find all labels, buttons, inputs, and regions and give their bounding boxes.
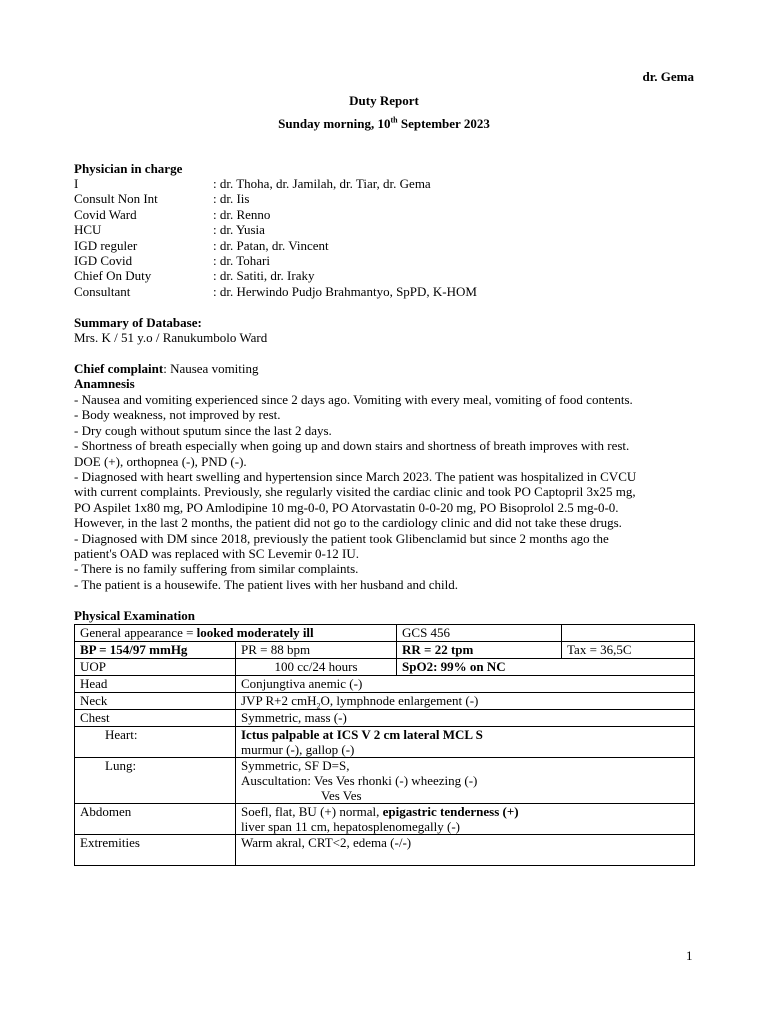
chest-label: Chest	[75, 710, 236, 727]
anamnesis-line: - Diagnosed with DM since 2018, previously the patient took Glibenclamid but since 2 months ago the	[74, 530, 609, 546]
physician-role: Chief On Duty	[74, 268, 152, 284]
extremities-label: Extremities	[75, 835, 236, 866]
report-title: Duty Report	[349, 93, 419, 108]
chief-complaint	[74, 361, 259, 376]
physician-names: : dr. Renno	[213, 206, 271, 222]
physician-role: IGD reguler	[74, 237, 138, 253]
abdomen-line-1	[241, 804, 689, 819]
physician-names: : dr. Thoha, dr. Jamilah, dr. Tiar, dr. Gema	[213, 176, 431, 191]
anamnesis-line: However, in the last 2 months, the patient did not go to the cardiology clinic and did not take these drugs.	[74, 515, 622, 531]
table-row	[75, 625, 695, 642]
physician-role: IGD Covid	[74, 253, 133, 268]
general-appearance-cell	[75, 625, 397, 642]
heart-line-1: Ictus palpable at ICS V 2 cm lateral MCL S	[241, 727, 483, 742]
chest-value: Symmetric, mass (-)	[236, 710, 695, 727]
anamnesis-line: patient's OAD was replaced with SC Levemir 0-12 IU.	[74, 546, 360, 562]
exam-heading: Physical Examination	[74, 608, 195, 623]
anamnesis-heading: Anamnesis	[74, 376, 135, 391]
lung-line-3: Ves Ves	[321, 788, 362, 803]
table-row	[75, 693, 695, 710]
chief-complaint-value: : Nausea vomiting	[163, 361, 259, 376]
heart-value	[236, 727, 695, 758]
table-row	[75, 642, 695, 659]
lung-value	[236, 758, 695, 804]
general-value: looked moderately ill	[196, 625, 314, 640]
physician-role: I	[74, 176, 79, 191]
chief-complaint-label: Chief complaint	[74, 361, 164, 376]
subtitle-pre: Sunday morning, 10	[278, 116, 391, 131]
physician-names: : dr. Satiti, dr. Iraky	[213, 268, 315, 284]
table-row	[75, 758, 695, 804]
empty-cell	[562, 625, 695, 642]
physician-role: Consult Non Int	[74, 191, 158, 207]
neck-sub: 2	[316, 701, 321, 711]
physician-names: : dr. Herwindo Pudjo Brahmantyo, SpPD, K-HOM	[213, 283, 477, 299]
physician-names: : dr. Patan, dr. Vincent	[213, 237, 329, 253]
summary-heading: Summary of Database:	[74, 315, 202, 330]
physician-names: : dr. Yusia	[213, 222, 265, 238]
subtitle-post: September 2023	[397, 116, 490, 131]
uop-value: 100 cc/24 hours	[236, 659, 397, 676]
anamnesis-line: with current complaints. Previously, she regularly visited the cardiac clinic and took PO Captopril 3x25 mg,	[74, 484, 636, 500]
spo2-cell: SpO2: 99% on NC	[397, 659, 695, 676]
physician-role: HCU	[74, 222, 102, 238]
tax-cell: Tax = 36,5C	[562, 642, 695, 659]
neck-pre: JVP R+2 cmH	[241, 693, 317, 708]
abdomen-label: Abdomen	[75, 804, 236, 835]
patient-identity: Mrs. K / 51 y.o / Ranukumbolo Ward	[74, 330, 268, 345]
abdomen-line-1a: Soefl, flat, BU (+) normal,	[241, 804, 383, 819]
abdomen-value	[236, 804, 695, 835]
uop-label: UOP	[75, 659, 236, 676]
anamnesis-line: DOE (+), orthopnea (-), PND (-).	[74, 453, 247, 469]
head-value: Conjungtiva anemic (-)	[236, 676, 695, 693]
neck-post: O, lymphnode enlargement (-)	[320, 693, 479, 708]
physician-names: : dr. Iis	[213, 191, 250, 207]
physical-exam-table	[74, 624, 695, 866]
table-row	[75, 727, 695, 758]
heart-label: Heart:	[75, 727, 236, 758]
table-row	[75, 676, 695, 693]
table-row	[75, 804, 695, 835]
anamnesis-line: - Shortness of breath especially when going up and down stairs and shortness of breath improves with rest.	[74, 438, 630, 454]
lung-line-2: Auscultation: Ves Ves rhonki (-) wheezing (-)	[241, 773, 478, 788]
anamnesis-line: - There is no family suffering from similar complaints.	[74, 561, 359, 577]
gcs-cell: GCS 456	[397, 625, 562, 642]
neck-label: Neck	[75, 693, 236, 710]
heart-line-2: murmur (-), gallop (-)	[241, 742, 355, 757]
anamnesis-line: - Nausea and vomiting experienced since 2 days ago. Vomiting with every meal, vomiting of food contents.	[74, 392, 633, 407]
lung-label: Lung:	[75, 758, 236, 804]
physician-heading: Physician in charge	[74, 161, 183, 176]
anamnesis-line: - Diagnosed with heart swelling and hypertension since March 2023. The patient was hospitalized in CVCU	[74, 469, 637, 485]
pr-cell: PR = 88 bpm	[236, 642, 397, 659]
table-row	[75, 710, 695, 727]
table-row	[75, 835, 695, 866]
page-number: 1	[686, 948, 693, 963]
anamnesis-list	[74, 392, 714, 592]
physician-role: Covid Ward	[74, 206, 137, 222]
general-label: General appearance =	[80, 625, 197, 640]
head-label: Head	[75, 676, 236, 693]
rr-cell: RR = 22 tpm	[397, 642, 562, 659]
author-name: dr. Gema	[642, 69, 694, 84]
anamnesis-line: - Body weakness, not improved by rest.	[74, 407, 281, 423]
neck-value	[236, 693, 695, 710]
physician-names: : dr. Tohari	[213, 253, 270, 268]
abdomen-line-2: liver span 11 cm, hepatosplenomegally (-)	[241, 819, 461, 834]
physician-role: Consultant	[74, 283, 131, 299]
extremities-value: Warm akral, CRT<2, edema (-/-)	[236, 835, 695, 866]
table-row	[75, 659, 695, 676]
anamnesis-line: - The patient is a housewife. The patient lives with her husband and child.	[74, 576, 459, 592]
report-subtitle	[0, 116, 768, 132]
lung-line-1: Symmetric, SF D=S,	[241, 758, 350, 773]
anamnesis-line: - Dry cough without sputum since the last 2 days.	[74, 422, 332, 438]
bp-cell: BP = 154/97 mmHg	[75, 642, 236, 659]
abdomen-line-1b: epigastric tenderness (+)	[382, 804, 519, 819]
anamnesis-line: PO Aspilet 1x80 mg, PO Amlodipine 10 mg-0-0, PO Atorvastatin 0-0-20 mg, PO Bisoprolol 2.5 mg-0-0.	[74, 499, 619, 515]
subtitle-sup: th	[390, 115, 398, 125]
